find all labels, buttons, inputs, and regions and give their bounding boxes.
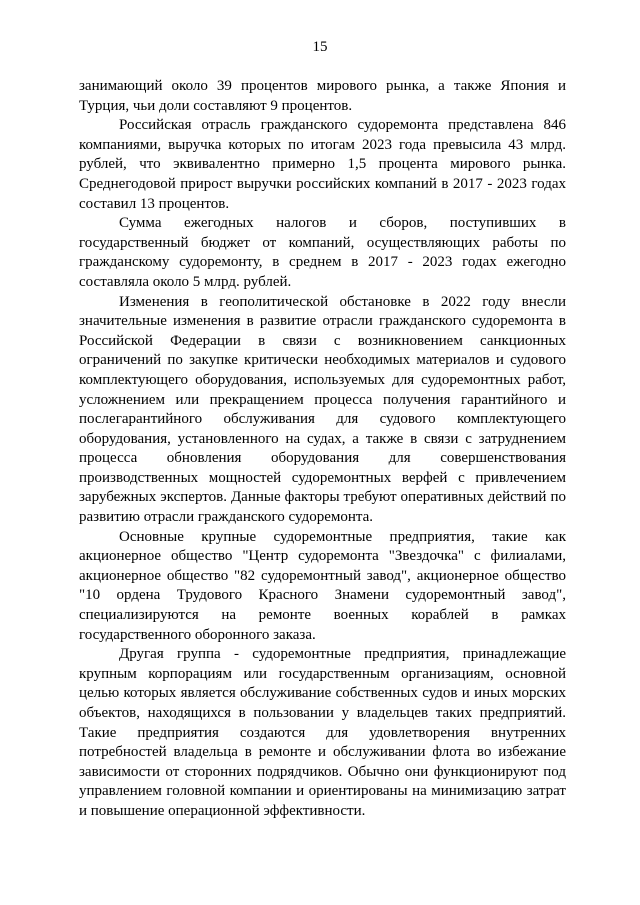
paragraph-geopolitical-changes: Изменения в геополитической обстановке в 2022 году внесли значительные изменения в развитие отрасли гражданского судоремонта в Российской Федерации в связи с возникновением санкционных ограничений по закупке критически необходимых материалов и судового комплектующего оборудования, используемых для судоремонтных работ, усложнением или прекращением процесса получения гарантийного и послегарантийного обслуживания для судового комплектующего оборудования, установленного на судах, а также в связи с затруднением процесса обновления оборудования для совершенствования производственных мощностей судоремонтных верфей с привлечением зарубежных экспертов. Данные факторы требуют оперативных действий по развитию отрасли гражданского судоремонта. [79,293,566,526]
paragraph-major-enterprises: Основные крупные судоремонтные предприятия, такие как акционерное общество "Центр судоремонта "Звездочка" с филиалами, акционерное общество "82 судоремонтный завод", акционерное общество "10 ордена Трудового Красного Знамени судоремонтный завод", специализируются на ремонте военных кораблей в рамках государственного оборонного заказа. [79,528,566,643]
paragraph-taxes: Сумма ежегодных налогов и сборов, поступивших в государственный бюджет от компаний, осуществляющих работы по гражданскому судоремонту, в среднем в 2017 - 2023 годах ежегодно составляла около 5 млрд. рублей. [79,215,566,290]
paragraph-corporate-enterprises: Другая группа - судоремонтные предприятия, принадлежащие крупным корпорациям или государственным организациям, основной целью которых является обслуживание собственных судов и иных морских объектов, находящихся в пользовании у владельцев таких предприятий. Такие предприятия создаются для удовлетворения внутренних потребностей владельца в ремонте и обслуживании флота во избежание зависимости от сторонних подрядчиков. Обычно они функционируют под управлением головной компании и ориентированы на минимизацию затрат и повышение операционной эффективности. [79,646,566,819]
page-number: 15 [312,39,328,55]
paragraph-industry-overview: Российская отрасль гражданского судоремонта представлена 846 компаниями, выручка которых по итогам 2023 года превысила 43 млрд. рублей, что эквивалентно примерно 1,5 процента мирового рынка. Среднегодовой прирост выручки российских компаний в 2017 - 2023 годах составил 13 процентов. [79,117,566,212]
paragraph-continuation: занимающий около 39 процентов мирового рынка, а также Япония и Турция, чьи доли составляют 9 процентов. [79,78,566,114]
document-body [79,77,566,822]
